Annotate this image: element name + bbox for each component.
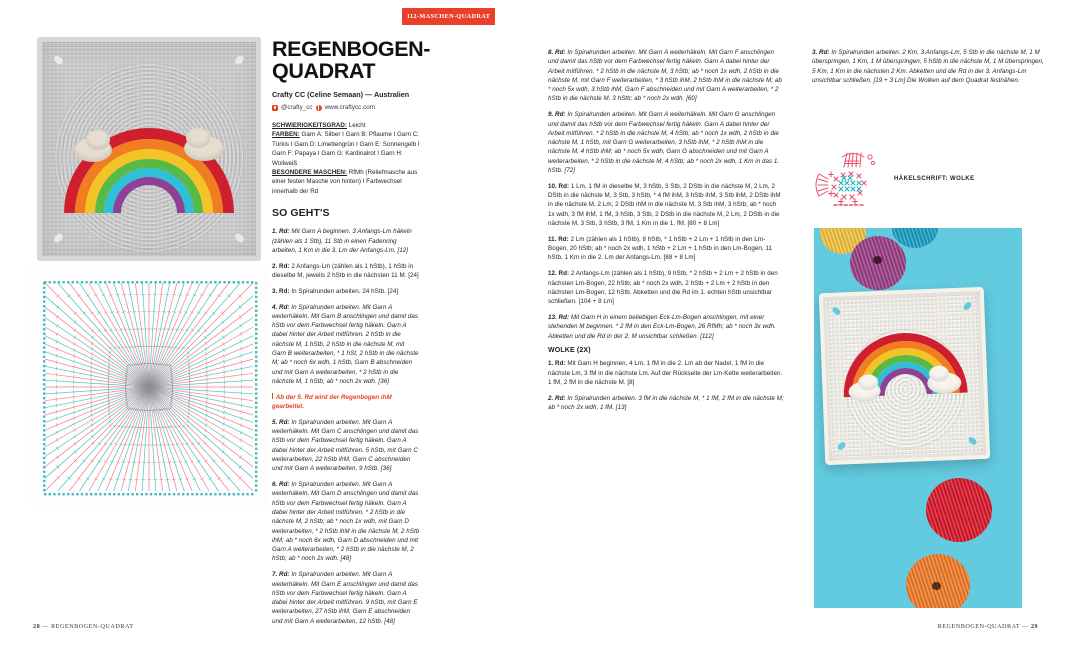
footer-left <box>33 623 134 630</box>
round-label: 3. Rd: <box>812 49 830 56</box>
text-column-2 <box>548 48 784 419</box>
cloud-chart-svg <box>814 147 886 211</box>
round-paragraph <box>548 48 784 104</box>
special-stitches-label: BESONDERE MASCHEN: <box>272 169 348 177</box>
round-text: In Spiralrunden arbeiten. Mit Garn A weiterhäkeln. Mit Garn C anschlingen und damit das hStb vor dem Farbwechsel fertig häkeln. Garn A dabei hinter der Arbeit mitführen. 5 hStb, mit Garn C weiterarbeiten, 22 hStb ihM, Garn C abschneiden und mit Garn A weiterarbeiten, 9 hStb. [36] <box>272 418 419 473</box>
page-number-left: 28 <box>33 623 41 630</box>
round-label: 9. Rd: <box>548 111 566 119</box>
round-text: In Spiralrunden arbeiten. 2 Km, 3 Anfangs-Lm, 5 Stb in die nächste M, 1 M überspringen, 1 Km, 1 M überspringen, 5 hStb in die nächste M, 1 M überspringen, 5 Km, 1 Km in die nächsten 2 Km. Abketten und die Rd in der 3. Anfangs-Lm unsichtbar schließen. [19 + 3 Lm] Die Wolken auf dem Quadrat festnähen. <box>812 49 1044 84</box>
header-banner-label: 112-MASCHEN-QUADRAT <box>406 13 491 20</box>
cloud-right-puff <box>186 128 210 148</box>
round-label: 3. Rd: <box>272 287 290 295</box>
round-label: 8. Rd: <box>548 49 566 56</box>
round-paragraph <box>548 110 784 175</box>
round-paragraph <box>272 418 420 474</box>
round-text: In Spiralrunden arbeiten. 3 fM in die nächste M, * 1 fM, 2 fM in die nächste M; ab * noch 2x wdh, 1 fM. [13] <box>548 394 784 411</box>
round-label: 6. Rd: <box>272 481 290 489</box>
round-label: 1. Rd: <box>548 360 566 368</box>
round-label: 11. Rd: <box>548 235 569 243</box>
round-paragraph <box>548 394 784 413</box>
round-label: 2. Rd: <box>272 262 290 270</box>
page-number-right: 29 <box>1030 623 1038 630</box>
yarn-ball-plum-hole <box>873 256 882 264</box>
cloud-rounds-list <box>548 359 784 412</box>
cloud-section-heading: WOLKE (2X) <box>548 347 591 355</box>
yarn-ball-red <box>926 478 992 542</box>
rounds-list-column-1 <box>272 227 420 626</box>
round-paragraph <box>548 269 784 306</box>
footer-title-right: REGENBOGEN-QUADRAT <box>937 623 1021 630</box>
round-paragraph <box>548 182 784 228</box>
round-paragraph <box>548 235 784 263</box>
note-text: Ab der 5. Rd wird der Regenbogen ihM gearbeitet. <box>272 393 392 410</box>
note-bar <box>272 393 273 399</box>
round-paragraph <box>272 287 420 296</box>
round-label: 5. Rd: <box>272 418 290 426</box>
main-product-photo <box>33 33 265 265</box>
text-column-1 <box>272 37 431 633</box>
text-column-3 <box>812 48 1044 92</box>
highlight-note <box>272 393 420 412</box>
round-text: Mit Garn H beginnen, 4 Lm, 1 fM in die 2. Lm ab der Nadel, 1 fM in die nächste Lm, 3 fM in die nächste Lm. Auf der Rückseite der Lm-Kette weiterarbeiten. 1 fM, 2 fM in die nächste M. [8] <box>548 360 783 386</box>
round-text: Mit Garn A beginnen. 3 Anfangs-Lm häkeln (zählen als 1 Stb), 11 Stb in einen Fadenring arbeiten, 1 Km in die 3. Lm der Anfangs-Lm. [12] <box>272 228 412 254</box>
footer-title-left: REGENBOGEN-QUADRAT <box>50 623 134 630</box>
yarn-ball-orange <box>906 554 970 608</box>
cloud-chart-block <box>814 146 1046 212</box>
round-paragraph <box>272 570 420 626</box>
round-text: In Spiralrunden arbeiten. Mit Garn A weiterhäkeln. Mit Garn G anschlingen und damit das hStb vor dem Farbwechsel fertig häkeln. Garn A dabei hinter der Arbeit mitführen. * 2 hStb in die nächste M, 4 hStb; ab * noch 1x wdh, 2 hStb in die nächste M, 1 hStb, mit Garn G weiterarbeiten, 3 hStb ihM, * 2 hStb ihM in die nächste M, 4 hStb ihM; ab * noch 5x wdh, Garn G abschneiden und mit Garn A weiterarbeiten, * 2 hStb in die nächste M, 4 hStb; ab * noch 2x wdh, 1 Km in das 1. hStb. [72] <box>548 111 780 175</box>
round-label: 4. Rd: <box>272 303 290 311</box>
crochet-chart-diagram <box>30 268 268 506</box>
round-text: In Spiralrunden arbeiten. 24 hStb. [24] <box>289 287 399 295</box>
yarn-ball-orange-hole <box>932 582 941 590</box>
round-label: 13. Rd: <box>548 313 570 321</box>
round-text: In Spiralrunden arbeiten. Mit Garn A weiterhäkeln. Mit Garn B anschlingen und damit das hStb vor dem Farbwechsel fertig häkeln. Garn A dabei hinter der Arbeit mitführen. 2 hStb in die nächste M, 1 hStb, 2 hStb in die nächste M, mit Garn B weiterarbeiten, * 1 hSt, 2 hStb in die nächste M; ab * noch 6x wdh, 1 hStb, Garn B abschneiden und mit Garn A weiterarbeiten, * 2 hStb in die nächste M, 1 hStb; ab * noch 2x wdh. [36] <box>272 303 419 385</box>
round-text: In Spiralrunden arbeiten. Mit Garn A weiterhäkeln. Mit Garn F anschlingen und damit das hStb vor dem Farbwechsel fertig häkeln. Garn A dabei hinter der Arbeit mitführen. * 2 hStb in die nächste M, 3 hStb; ab * noch 1x wdh, 2 hStb in die nächste M, mit Garn F weiterarbeiten, * 3 hStb ihM, 2 hStb ihM in die nächste M; ab * noch 5x wdh, 3 hStb ihM, Garn F abschneiden und mit Garn A weiterarbeiten, * 2 hStb in die nächste M, 3 hStb; ab * noch 2x wdh. [60] <box>548 49 782 103</box>
round-paragraph <box>272 227 420 255</box>
header-banner <box>402 8 495 25</box>
round-paragraph <box>548 313 784 341</box>
crochet-square-render <box>37 37 261 261</box>
special-stitches-value: RfMh (Reliefmasche aus einer festen Masche von hinten) I Farbwechsel innerhalb der Rd <box>272 169 418 195</box>
instagram-icon <box>272 105 278 111</box>
crochet-square-photo-2 <box>819 287 990 465</box>
round-text: Mit Garn H in einem beliebigen Eck-Lm-Bogen anschlingen, mit einer stehenden M beginnen. * 2 fM in den Eck-Lm-Bogen, 26 RfMh; ab * noch 3x wdh. Abketten und die Rd in der 2. M unsichtbar schließen. [112] <box>548 313 776 340</box>
round-text: 2 Anfangs-Lm (zählen als 1 hStb), 1 hStb in dieselbe M, jeweils 2 hStb in die nächsten 11 M. [24] <box>272 262 419 279</box>
right-product-photo <box>814 228 1022 608</box>
round-text: In Spiralrunden arbeiten. Mit Garn A weiterhäkeln. Mit Garn E anschlingen und damit das hStb vor dem Farbwechsel fertig häkeln. Garn A dabei hinter der Arbeit mitführen. 9 hStb, mit Garn E weiterarbeiten, 27 hStb ihM, Garn E abschneiden und mit Garn A weiterarbeiten, 12 hStb. [48] <box>272 571 419 625</box>
designer-byline: Crafty CC (Celine Semaan) — Australien <box>272 90 410 99</box>
footer-dash-left: — <box>42 623 49 630</box>
round-label: 10. Rd: <box>548 182 570 190</box>
round-text: 1 Lm, 1 fM in dieselbe M, 3 hStb, 3 Stb, 2 DStb in die nächste M, 2 Lm, 2 DStb in die nächste M, 3 Stb, 3 hStb, * 4 fM ihM, 3 hStb ihM, 3 Stb ihM, 2 DStb ihM in die nächste M, 2 Lm, 2 DStb ihM in die nächste M, 3 Stb ihM, 3 hStb; ab * noch 1x wdh, 3 fM ihM, 1 fM, 3 hStb, 3 Stb, 2 DStb in die nächste M, 2 Lm, 2 DStb in die nächste M, 3 Stb, 3 hStb, 3 fM, 1 Km in die 1. fM. [80 + 8 Lm] <box>548 182 781 228</box>
instagram-handle[interactable]: @crafty_cc <box>281 104 313 111</box>
round-paragraph <box>812 48 1044 85</box>
designer-social <box>272 103 420 112</box>
difficulty-value: Leicht <box>348 122 366 129</box>
round-label: 12. Rd: <box>548 270 570 278</box>
rounds-list-column-2 <box>548 48 784 341</box>
round-label: 7. Rd: <box>272 571 290 579</box>
page-title: REGENBOGEN-QUADRAT <box>272 37 431 83</box>
cloud-chart-caption: HÄKELSCHRIFT: WOLKE <box>894 176 975 182</box>
round-text: 2 Lm (zählen als 1 hStb), 8 hStb, * 1 hStb + 2 Lm + 1 hStb in den Lm-Bogen, 20 hStb; ab * noch 2x wdh, 1 hStb + 2 Lm + 1 hStb in den Lm-Bogen, 11 hStb, 1 Km in die 2. Lm der Anfangs-Lm. [88 + 8 Lm] <box>548 235 772 262</box>
round-label: 2. Rd: <box>548 394 566 402</box>
footer-right <box>938 623 1038 630</box>
colors-label: FARBEN: <box>272 131 300 139</box>
globe-icon <box>316 105 322 111</box>
chart-svg <box>30 268 268 506</box>
rounds-list-column-3 <box>812 48 1044 85</box>
round-text: In Spiralrunden arbeiten. Mit Garn A weiterhäkeln. Mit Garn D anschlingen und damit das hStb vor dem Farbwechsel fertig häkeln. Garn A dabei hinter der Arbeit mitführen. * 2 hStb in die nächste M, 2 hStb; ab * noch 1x wdh, mit Garn D weiterarbeiten, * 2 hStb ihM in die nächste M, 2 hStb ihM; ab * noch 6x wdh, Garn D abschneiden und mit Garn A weiterarbeiten, * 2 hStb in die nächste M, 2 hStb; ab * noch 2x wdh. [48] <box>272 481 420 563</box>
round-paragraph <box>272 480 420 564</box>
colors-value: Garn A: Silber I Garn B: Pflaume I Garn C: Türkis I Garn D: Limettengrün I Garn E: Sonnengelb I Garn F: Papaya I Garn G: Kardinalrot I Garn H: Wollweiß <box>272 131 420 167</box>
round-paragraph <box>272 262 420 281</box>
pattern-meta <box>272 121 420 196</box>
footer-dash-right: — <box>1022 623 1029 630</box>
round-paragraph <box>272 303 420 387</box>
difficulty-label: SCHWIERIGKEITSGRAD: <box>272 122 347 129</box>
round-paragraph <box>548 359 784 387</box>
round-text: 2 Anfangs-Lm (zählen als 1 hStb), 9 hStb, * 2 hStb + 2 Lm + 2 hStb in den nächsten Lm-Bogen, 22 hStb; ab * noch 2x wdh, 2 hStb + 2 Lm + 2 hStb in den nächsten Lm-Bogen, 12 hStb. Abketten und die Rd im 1. echten hStb unsichtbar schließen. [104 + 8 Lm] <box>548 270 778 306</box>
how-to-heading: SO GEHT'S <box>272 207 330 220</box>
cloud-left-puff <box>86 130 110 150</box>
website-link[interactable]: www.craftycc.com <box>324 104 375 111</box>
round-label: 1. Rd: <box>272 228 290 236</box>
